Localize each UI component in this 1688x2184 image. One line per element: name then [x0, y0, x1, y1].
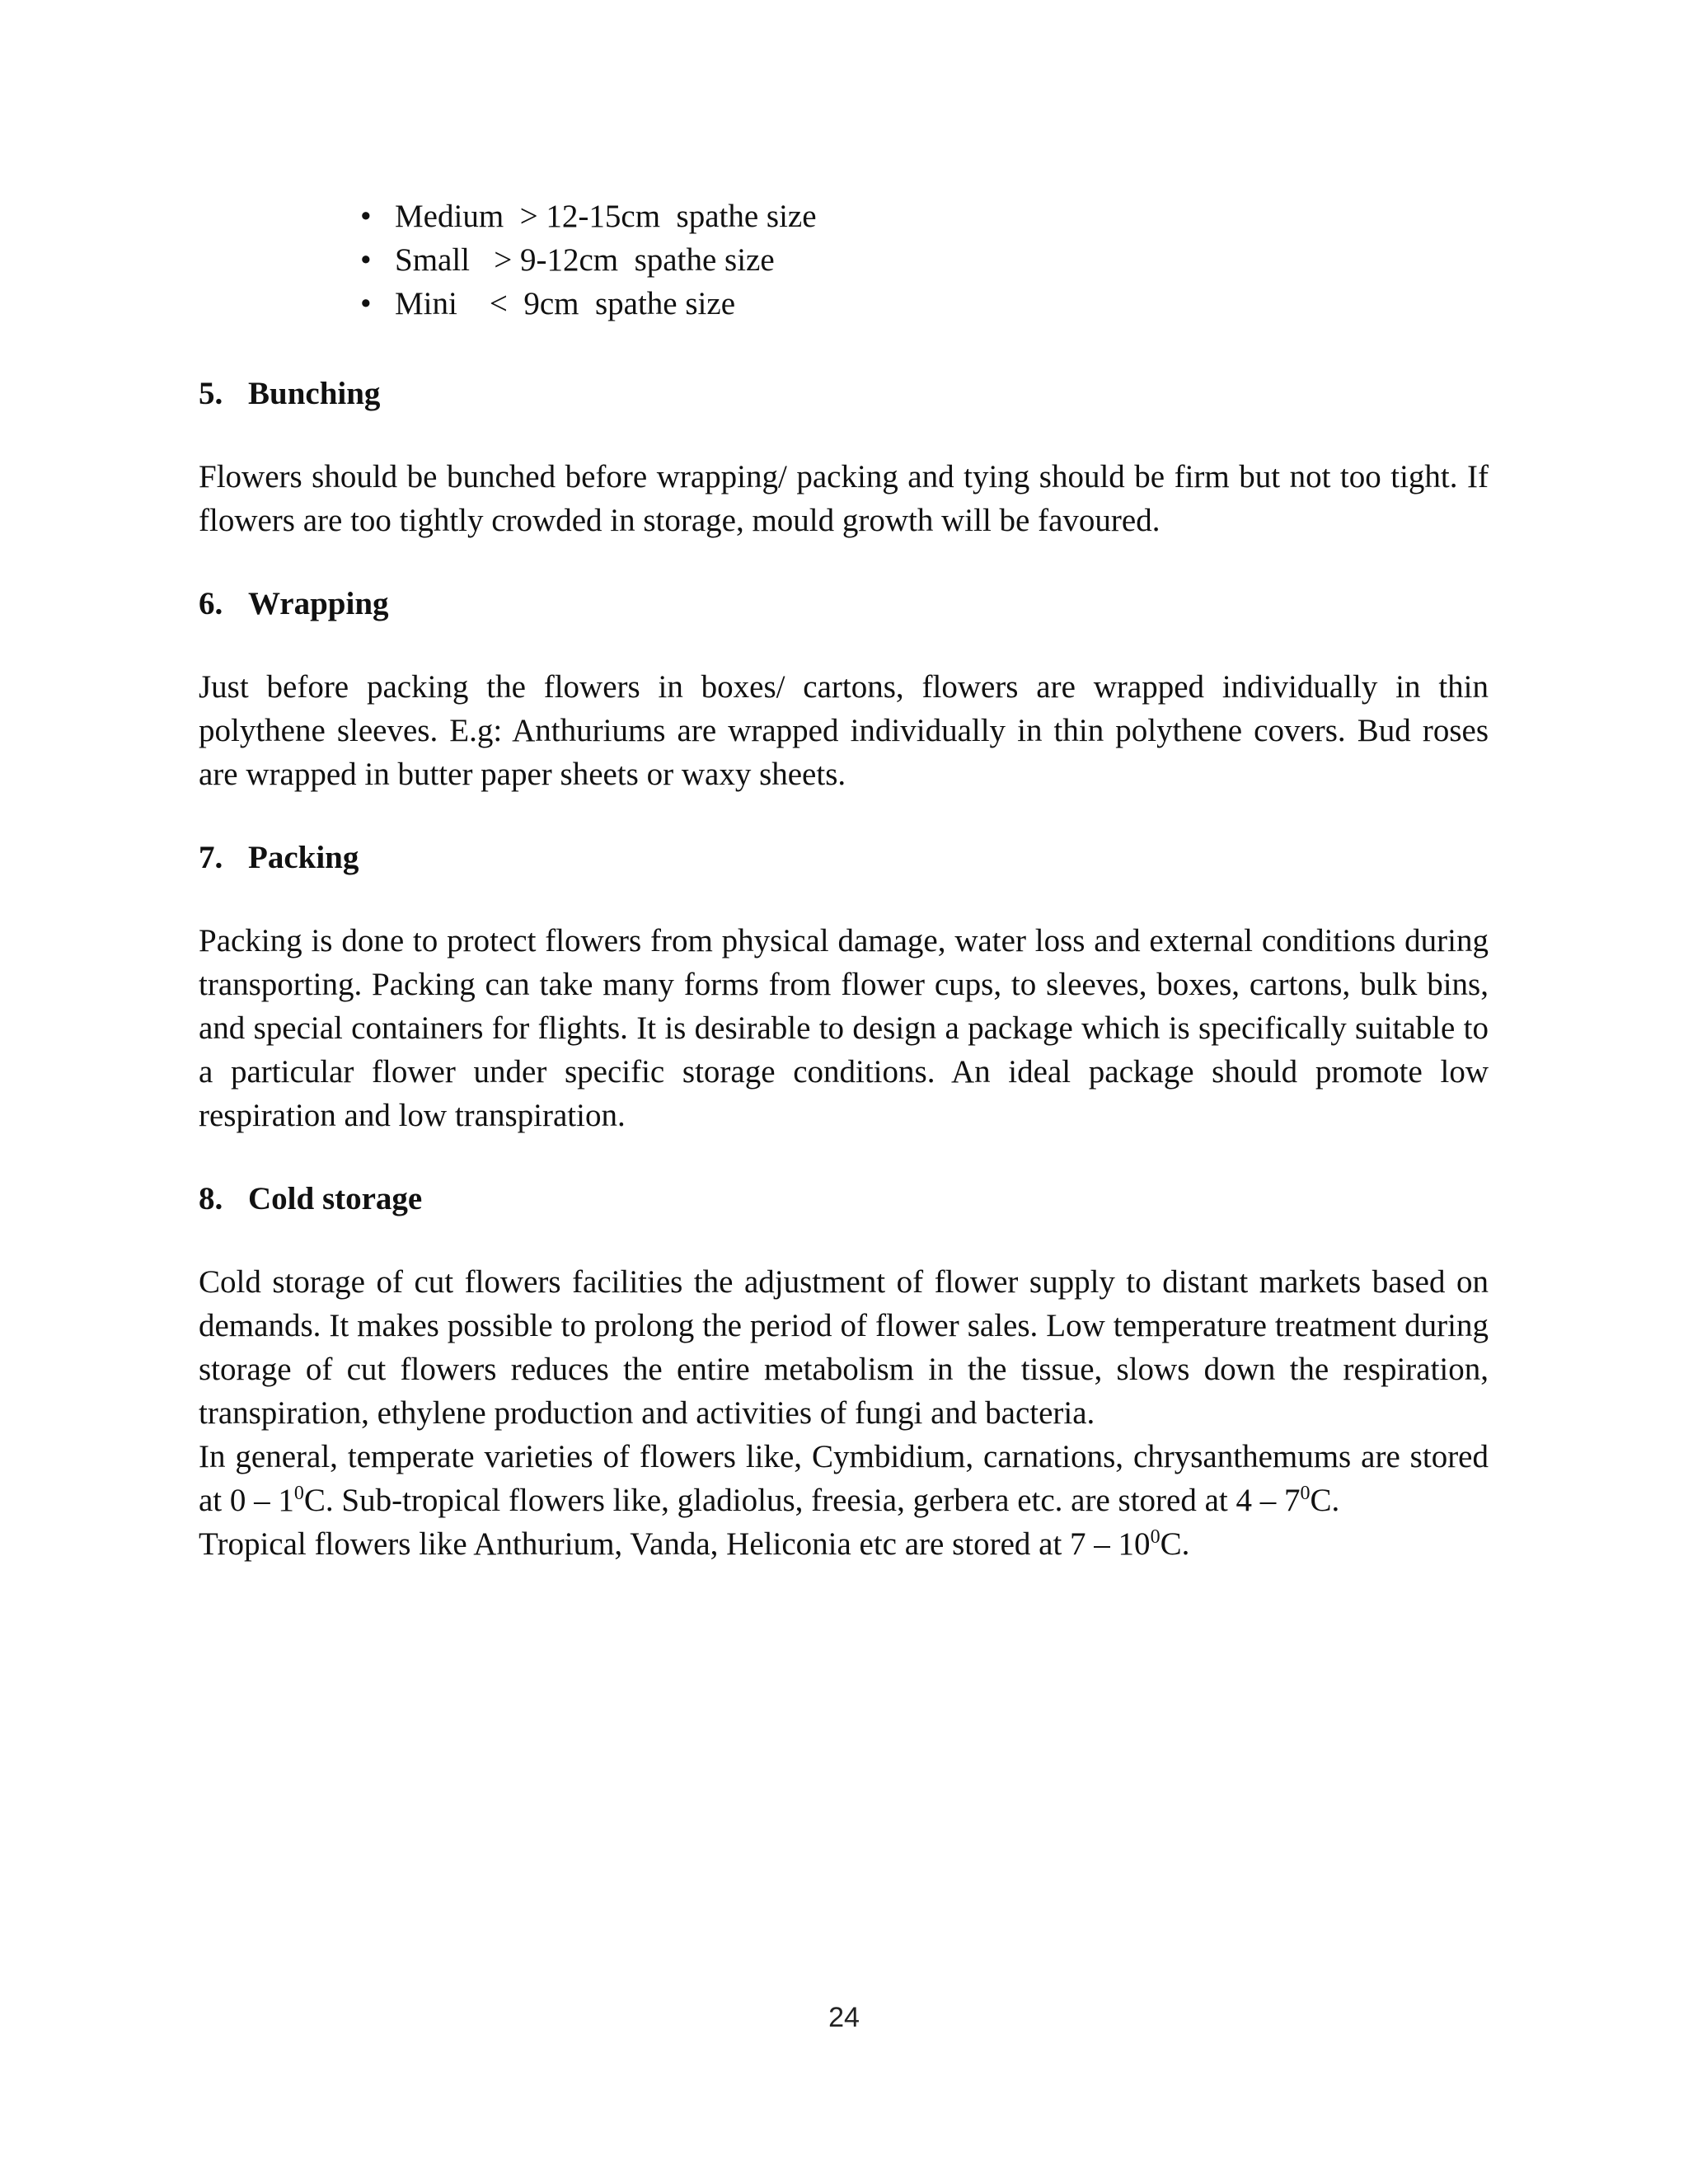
list-item: • Medium > 12-15cm spathe size	[360, 194, 1489, 238]
section-heading-cold-storage	[199, 1177, 1489, 1221]
section-heading-bunching	[199, 372, 1489, 415]
page-content	[199, 194, 1489, 1566]
tropical-temperatures-line: Tropical flowers like Anthurium, Vanda, Heliconia etc are stored at $7 - 10^0C$.	[199, 1526, 1190, 1562]
superscript-degree: 0	[1150, 1526, 1160, 1548]
section-heading-packing	[199, 836, 1489, 879]
section-paragraph-wrapping: Just before packing the flowers in boxes/ cartons, flowers are wrapped individually in thin polythene sleeves. E.g: Anthuriums are wrapped individually in thin polythene covers. Bud roses are wrapped in butter paper sheets or waxy sheets.	[199, 669, 1489, 792]
section-title: Packing	[248, 840, 359, 875]
bullet-icon: •	[360, 286, 372, 321]
list-item: • Mini < 9cm spathe size	[360, 282, 1489, 326]
section-number: 8.	[199, 1181, 223, 1216]
section-paragraph-packing: Packing is done to protect flowers from physical damage, water loss and external conditions during transporting. Packing can take many forms from flower cups, to sleeves, boxes, cartons, bulk bins, and special containers for flights. It is desirable to design a package which is specifically suitable to a particular flower under specific storage conditions. An ideal package should promote low respiration and low transpiration.	[199, 923, 1489, 1133]
section-number: 6.	[199, 586, 223, 621]
bullet-icon: •	[360, 242, 372, 278]
superscript-degree: 0	[1300, 1483, 1311, 1504]
superscript-degree: 0	[293, 1483, 304, 1504]
cold-storage-temperatures-paragraph: In general, temperate varieties of flowers like, Cymbidium, carnations, chrysanthemums are stored at $0 - 1^0C$. Sub-tropical flowers like, gladiolus, freesia, gerbera etc. are stored at $4 - 7^0C$.	[199, 1439, 1489, 1518]
section-paragraph-bunching: Flowers should be bunched before wrapping/ packing and tying should be firm but not too tight. If flowers are too tightly crowded in storage, mould growth will be favoured.	[199, 459, 1489, 538]
page-number: 24	[828, 2002, 860, 2033]
bullet-icon: •	[360, 199, 372, 234]
spathe-size-list	[199, 194, 1489, 326]
section-heading-wrapping	[199, 582, 1489, 626]
section-title: Wrapping	[248, 586, 389, 621]
section-title: Cold storage	[248, 1181, 423, 1216]
list-item: • Small > 9-12cm spathe size	[360, 238, 1489, 282]
section-number: 7.	[199, 840, 223, 875]
section-number: 5.	[199, 376, 223, 411]
section-title: Bunching	[248, 376, 381, 411]
section-paragraph-cold-storage: Cold storage of cut flowers facilities the adjustment of flower supply to distant markets based on demands. It makes possible to prolong the period of flower sales. Low temperature treatment during storage of cut flowers reduces the entire metabolism in the tissue, slows down the respiration, transpiration, ethylene production and activities of fungi and bacteria.	[199, 1264, 1489, 1431]
